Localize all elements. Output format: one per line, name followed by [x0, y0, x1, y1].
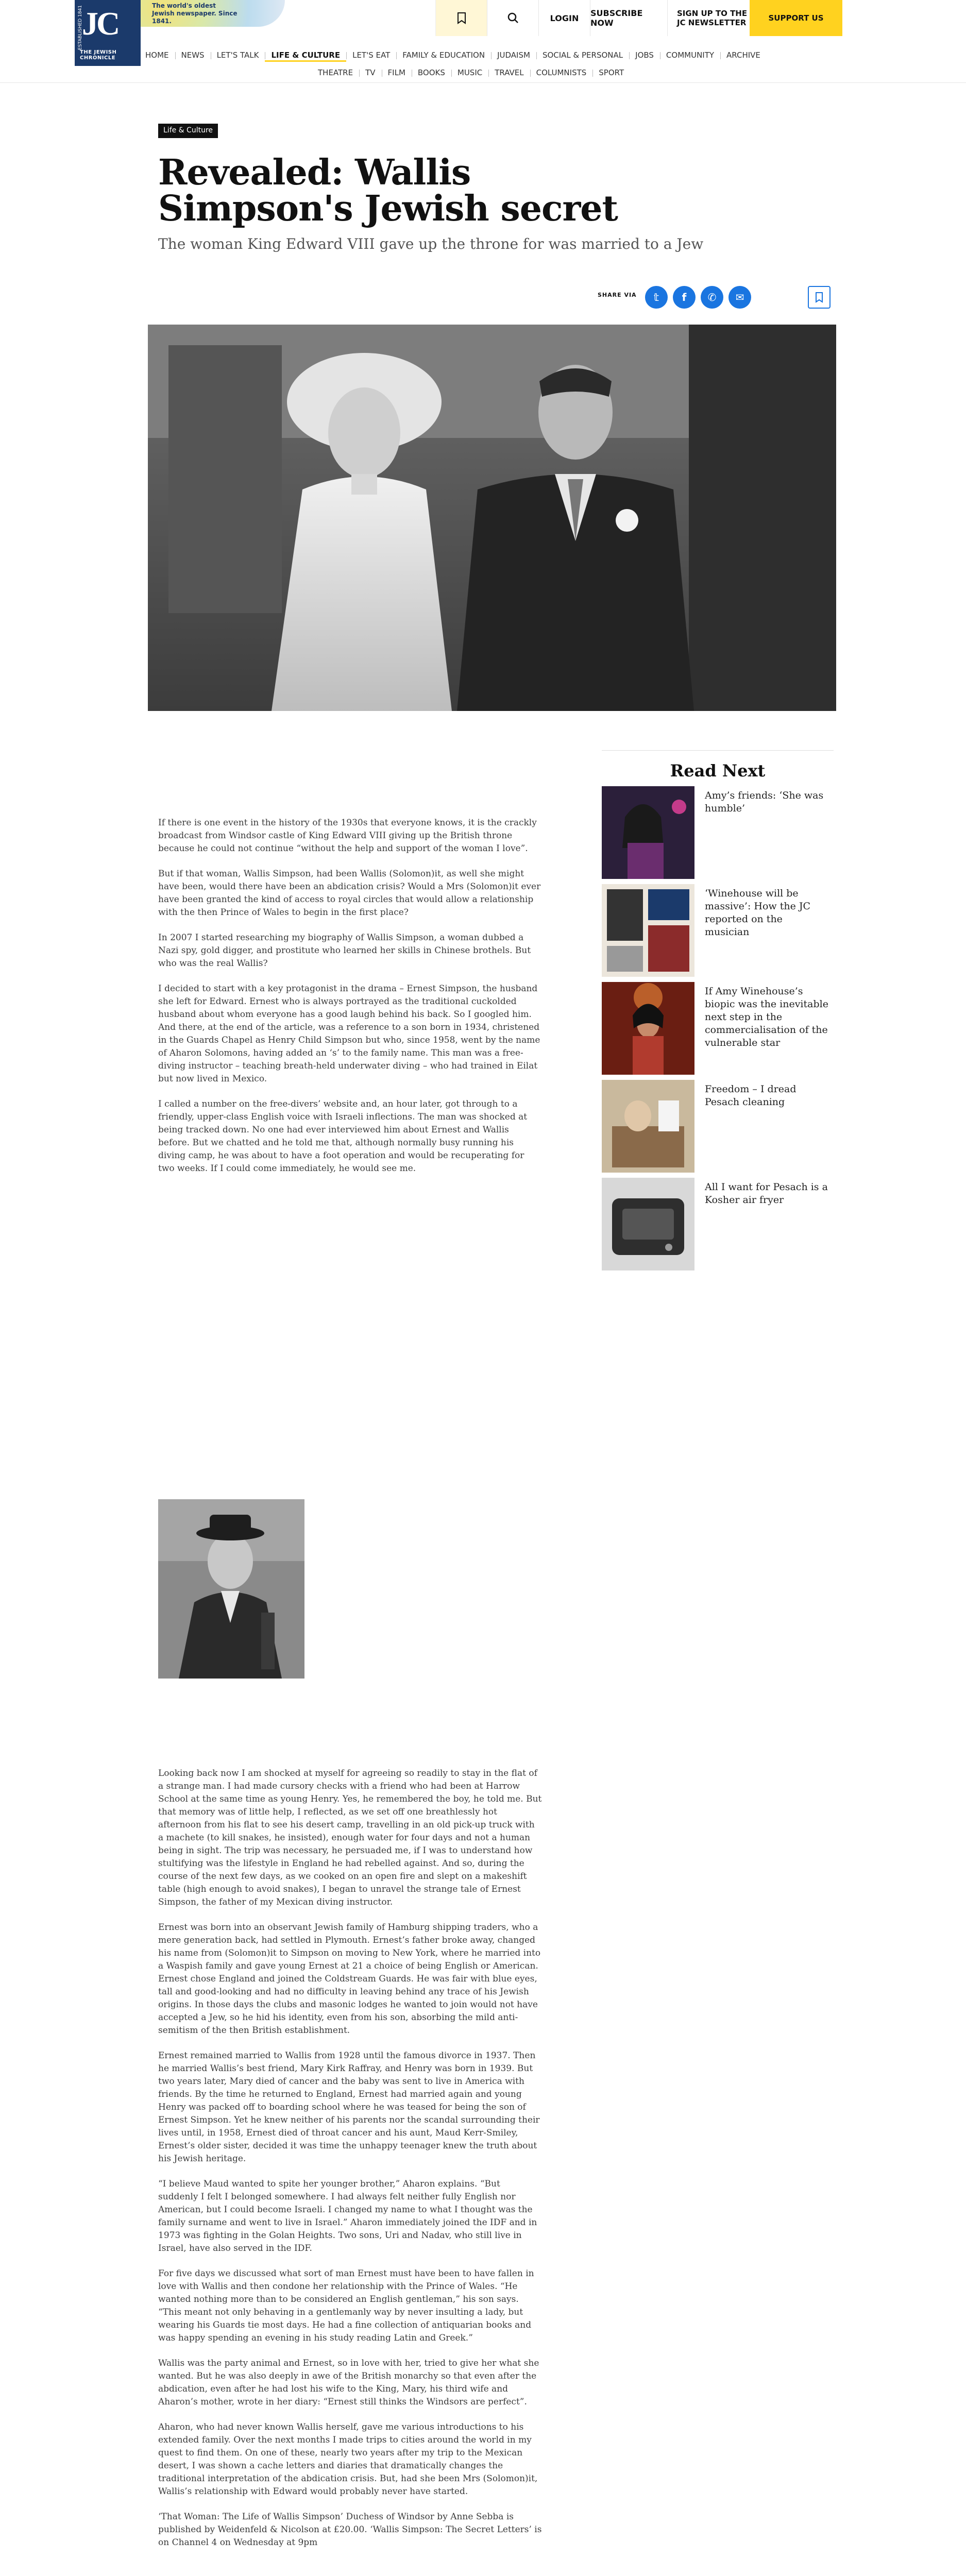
article-paragraph: For five days we discussed what sort of man Ernest must have been to have fallen in love with Wallis and then condone her relationship with the Prince of Wales. “He wanted nothing more than to be considered an English gentleman,” his son says. “This meant not only behaving in a gentlemanly way by never insulting a lady, but wearing his Guards tie most days. He had a fine collection of antiquarian books and was happy spending an evening in his study reading Latin and Greek.” — [158, 2268, 534, 2343]
article-paragraph: If there is one event in the history of the 1930s that everyone knows, it is the crackly broadcast from Windsor castle of King Edward VIII giving up the British throne because he could not continue “without the help and support of the woman I love”. — [158, 818, 537, 854]
tagline: The world's oldest Jewish newspaper. Since 1841. — [152, 2, 238, 25]
article-paragraph: Ernest remained married to Wallis from 1928 until the famous divorce in 1937. Then he married Wallis’s best friend, Mary Kirk Raffray, and Henry was born in 1939. But two years later, Mary died of cancer and the baby was sent to live in America with friends. By the time he returned to England, Ernest had married again and young Henry was packed off to boarding school where he was teased for being the son of Ernest Simpson. Yet he knew neither of his parents nor the scandal surrounding their lives until, in 1958, Ernest died of throat cancer and his aunt, Maud Kerr-Smiley, Ernest’s older sister, decided it was time the unhappy teenager knew the truth about his Jewish heritage. — [158, 2050, 540, 2164]
header-divider — [0, 82, 966, 83]
subnav-item-film[interactable]: FILM — [382, 68, 412, 79]
read-next-thumbnail[interactable] — [602, 1080, 694, 1173]
nav-item-community[interactable]: COMMUNITY — [660, 50, 720, 62]
logo-name: THE JEWISH CHRONICLE — [80, 49, 117, 61]
read-next-headline[interactable]: If Amy Winehouse’s biopic was the inevitable next step in the commercialisation of the vulnerable star — [705, 986, 828, 1048]
subnav-item-theatre[interactable]: THEATRE — [318, 68, 353, 77]
read-next-item[interactable] — [602, 982, 834, 1080]
share-email-button[interactable] — [728, 286, 751, 309]
read-next-item[interactable] — [602, 1080, 834, 1178]
read-next-item[interactable] — [602, 1178, 834, 1276]
site-header — [75, 0, 904, 81]
article-paragraph: But if that woman, Wallis Simpson, had been Wallis (Solomon)it, as well she might have been, would there have been an abdication crisis? Would a Mrs (Solomon)it ever have been granted the kind of access to royal circles that would allow a relationship with the then Prince of Wales to begin in the first place? — [158, 869, 541, 918]
read-next-headline[interactable]: Freedom – I dread Pesach cleaning — [705, 1083, 796, 1108]
article-subtitle: The woman King Edward VIII gave up the throne for was married to a Jew — [158, 235, 704, 252]
read-next-thumbnail[interactable] — [602, 982, 694, 1075]
article-body-part-2 — [158, 1767, 542, 2562]
category-tag[interactable]: Life & Culture — [158, 124, 218, 138]
article-paragraph: Wallis was the party animal and Ernest, so in love with her, tried to give her what she wanted. But he was also deeply in awe of the British monarchy so that even after the abdication, even after he had lost his wife to the King, Mary, his third wife and Aharon’s mother, wrote in her diary: “Ernest still thinks the Windsors are perfect”. — [158, 2358, 539, 2407]
main-nav — [139, 50, 912, 62]
read-next-title: Read Next — [602, 750, 834, 786]
read-next-thumbnail[interactable] — [602, 884, 694, 977]
subscribe-button[interactable]: SUBSCRIBE NOW — [590, 0, 667, 36]
article-paragraph: Ernest was born into an observant Jewish family of Hamburg shipping traders, who a mere generation back, had settled in Plymouth. Ernest’s father broke away, changed his name from (Solomon)it to Simpson on moving to New York, where he married into a Waspish family and gave young Ernest at 21 a choice of being English or American. Ernest chose England and joined the Coldstream Guards. He was fair with blue eyes, tall and good-looking and had no difficulty in leaving behind any trace of his Jewish origins. In those days the clubs and masonic lodges he wanted to join would not have accepted a Jew, so he hid his identity, even from his son, absorbing the mild anti-semitism of the then British establishment. — [158, 1922, 541, 2036]
subnav-item-columnists[interactable]: COLUMNISTS — [530, 68, 593, 79]
nav-item-judaism[interactable]: JUDAISM — [491, 50, 536, 62]
subnav-item-music[interactable]: MUSIC — [451, 68, 488, 79]
email-icon: ✉ — [735, 291, 744, 303]
nav-item-home[interactable]: HOME — [145, 50, 169, 60]
share-facebook-button[interactable] — [673, 286, 696, 309]
nav-item-lets-talk[interactable]: LET'S TALK — [211, 50, 265, 62]
logo-established: ESTABLISHED 1841 — [78, 5, 83, 50]
nav-item-family-education[interactable]: FAMILY & EDUCATION — [396, 50, 491, 62]
search-button[interactable] — [487, 0, 538, 36]
article-body-part-1 — [158, 817, 542, 1188]
read-next-thumbnail[interactable] — [602, 1178, 694, 1270]
read-next-sidebar — [602, 750, 834, 1276]
bookmarks-button[interactable] — [435, 0, 487, 36]
jc-logo[interactable] — [75, 0, 141, 66]
read-next-headline[interactable]: ‘Winehouse will be massive’: How the JC reported on the musician — [705, 888, 811, 938]
sub-nav — [312, 68, 724, 79]
whatsapp-icon: ✆ — [707, 291, 717, 303]
inline-photo — [158, 1499, 304, 1679]
article-title: Revealed: Wallis Simpson's Jewish secret — [158, 152, 618, 229]
share-whatsapp-button[interactable] — [701, 286, 723, 309]
facebook-icon: f — [682, 291, 687, 303]
nav-item-life-culture[interactable]: LIFE & CULTURE — [265, 50, 346, 62]
subnav-item-travel[interactable]: TRAVEL — [488, 68, 530, 79]
search-icon — [507, 12, 519, 24]
share-twitter-button[interactable] — [645, 286, 668, 309]
nav-item-lets-eat[interactable]: LET'S EAT — [346, 50, 396, 62]
hero-photo — [148, 325, 836, 711]
nav-item-jobs[interactable]: JOBS — [629, 50, 660, 62]
bookmark-icon — [457, 12, 466, 24]
article-paragraph: “I believe Maud wanted to spite her younger brother,” Aharon explains. “But suddenly I felt I belonged somewhere. I had always felt neither fully English nor American, but I could become Israeli. I changed my name to what I thought was the family surname and went to live in Israel.” Aharon immediately joined the IDF and in 1973 was fighting in the Golan Heights. Two sons, Uri and Nadav, who still live in Israel, have also served in the IDF. — [158, 2179, 537, 2253]
nav-item-archive[interactable]: ARCHIVE — [720, 50, 767, 62]
save-article-button[interactable] — [808, 286, 831, 309]
read-next-headline[interactable]: All I want for Pesach is a Kosher air fryer — [705, 1181, 828, 1206]
read-next-item[interactable] — [602, 884, 834, 982]
read-next-headline[interactable]: Amy’s friends: ‘She was humble’ — [705, 790, 824, 814]
bookmark-icon — [815, 292, 823, 303]
article-paragraph: Looking back now I am shocked at myself for agreeing so readily to stay in the flat of a strange man. I had made cursory checks with a friend who had been at Harrow School at the same time as young Henry. Yes, he remembered the boy, he told me. But that memory was of little help, I reflected, as we set off one breathlessly hot afternoon from his flat to see his desert camp, travelling in an old pick-up truck with a machete (to kill snakes, he insisted), enough water for four days and not a human being in sight. The trip was necessary, he persuaded me, if I was to understand how stultifying was the lifestyle in England he had rebelled against. And so, during the course of the next few days, as we cooked on an open fire and slept on a makeshift table (high enough to avoid snakes), I began to unravel the strange tale of Ernest Simpson, the father of my Mexican diving instructor. — [158, 1768, 542, 1907]
subnav-item-books[interactable]: BOOKS — [412, 68, 451, 79]
support-us-button[interactable]: SUPPORT US — [750, 0, 842, 36]
read-next-thumbnail[interactable] — [602, 786, 694, 879]
article-paragraph: In 2007 I started researching my biography of Wallis Simpson, a woman dubbed a Nazi spy, gold digger, and prostitute who learned her skills in Chinese brothels. But who was the real Wallis? — [158, 933, 531, 969]
logo-mark: JC — [82, 5, 118, 42]
article-paragraph: Aharon, who had never known Wallis herself, gave me various introductions to his extended family. Over the next months I made trips to cities around the world in my quest to find them. On one of these, nearly two years after my trip to the Mexican desert, I was shown a cache letters and diaries that dramatically changes the traditional interpretation of the abdication crisis. But, had she been Mrs (Solomon)it, Wallis’s relationship with Edward would probably never have started. — [158, 2422, 538, 2497]
newsletter-signup-button[interactable]: SIGN UP TO THE JC NEWSLETTER — [667, 0, 750, 36]
nav-item-social-personal[interactable]: SOCIAL & PERSONAL — [536, 50, 629, 62]
read-next-item[interactable] — [602, 786, 834, 884]
share-label: SHARE VIA — [598, 292, 637, 298]
article-paragraph: I called a number on the free-divers’ website and, an hour later, got through to a friendly, upper-class English voice with Israeli inflections. The man was shocked at being tracked down. No one had ever interviewed him about Ernest and Wallis before. But we chatted and he told me that, although normally busy running his diving camp, he was about to have a foot operation and would be recuperating for two weeks. If I could come immediately, he would see me. — [158, 1099, 528, 1174]
twitter-icon: 𝕥 — [653, 291, 659, 303]
article-book-credit: ‘That Woman: The Life of Wallis Simpson’ Duchess of Windsor by Anne Sebba is published by Weidenfeld & Nicolson at £20.00. ‘Wallis Simpson: The Secret Letters’ is on Channel 4 on Wednesday at 9pm — [158, 2512, 542, 2548]
subnav-item-tv[interactable]: TV — [359, 68, 381, 79]
nav-item-news[interactable]: NEWS — [175, 50, 211, 62]
article-paragraph: I decided to start with a key protagonist in the drama – Ernest Simpson, the husband she left for Edward. Ernest who is always portrayed as the traditional cuckolded husband about whom everyone has a good laugh behind his back. So I googled him. And there, at the end of the article, was a reference to a son born in 1934, christened in the Guards Chapel as Henry Child Simpson but who, since 1958, went by the name of Aharon Solomons, having added an ‘s’ to the family name. This man was a free-diving instructor – teaching breath-held underwater diving – who had trained in Eilat but now lived in Mexico. — [158, 984, 540, 1084]
subnav-item-sport[interactable]: SPORT — [592, 68, 630, 79]
login-button[interactable]: LOGIN — [538, 0, 590, 36]
